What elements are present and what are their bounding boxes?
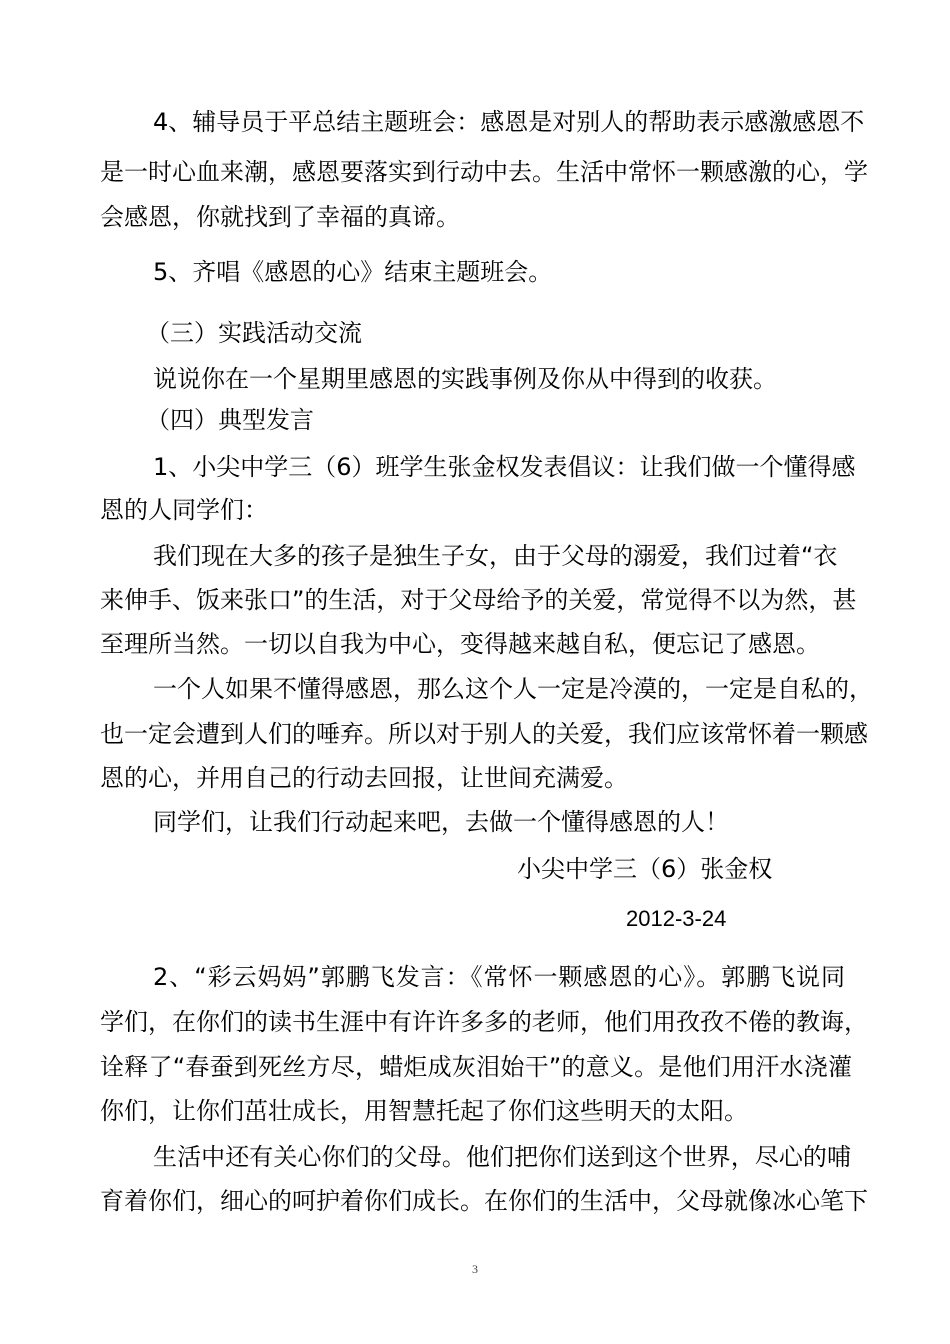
text-line: 至理所当然。一切以自我为中心，变得越来越自私，便忘记了感恩。 <box>100 630 820 658</box>
text-line: 来伸手、饭来张口”的生活，对于父母给予的关爱，常觉得不以为然，甚 <box>100 586 857 614</box>
text-line: 恩的心，并用自己的行动去回报，让世间充满爱。 <box>100 764 628 792</box>
text-line: 恩的人同学们： <box>100 496 268 524</box>
signature-name: 小尖中学三（6）张金权 <box>517 855 773 883</box>
text-line: 1、小尖中学三（6）班学生张金权发表倡议：让我们做一个懂得感 <box>153 453 856 481</box>
text-line: 4、辅导员于平总结主题班会：感恩是对别人的帮助表示感激感恩不 <box>153 108 865 136</box>
text-line: 同学们，让我们行动起来吧，去做一个懂得感恩的人！ <box>153 808 729 836</box>
section-heading: （四）典型发言 <box>146 406 314 434</box>
text-line: 我们现在大多的孩子是独生子女，由于父母的溺爱，我们过着“衣 <box>153 542 838 570</box>
section-heading: （三）实践活动交流 <box>146 319 362 347</box>
text-line: 也一定会遭到人们的唾弃。所以对于别人的关爱，我们应该常怀着一颗感 <box>100 720 868 748</box>
text-line: 会感恩，你就找到了幸福的真谛。 <box>100 203 460 231</box>
text-line: 2、“彩云妈妈”郭鹏飞发言：《常怀一颗感恩的心》。郭鹏飞说同 <box>153 963 845 991</box>
text-line: 是一时心血来潮，感恩要落实到行动中去。生活中常怀一颗感激的心，学 <box>100 158 868 186</box>
text-line: 你们，让你们茁壮成长，用智慧托起了你们这些明天的太阳。 <box>100 1097 748 1125</box>
signature-date: 2012-3-24 <box>626 906 727 931</box>
page-number: 3 <box>472 1262 478 1276</box>
text-line: 育着你们，细心的呵护着你们成长。在你们的生活中，父母就像冰心笔下 <box>100 1187 868 1215</box>
text-line: 学们，在你们的读书生涯中有许许多多的老师，他们用孜孜不倦的教诲， <box>100 1008 868 1036</box>
text-line: 诠释了“春蚕到死丝方尽，蜡炬成灰泪始干”的意义。是他们用汗水浇灌 <box>100 1053 852 1081</box>
text-line: 说说你在一个星期里感恩的实践事例及你从中得到的收获。 <box>153 365 777 393</box>
text-line: 一个人如果不懂得感恩，那么这个人一定是冷漠的，一定是自私的， <box>153 675 873 703</box>
text-line: 生活中还有关心你们的父母。他们把你们送到这个世界，尽心的哺 <box>153 1143 851 1171</box>
text-line: 5、齐唱《感恩的心》结束主题班会。 <box>153 258 553 286</box>
